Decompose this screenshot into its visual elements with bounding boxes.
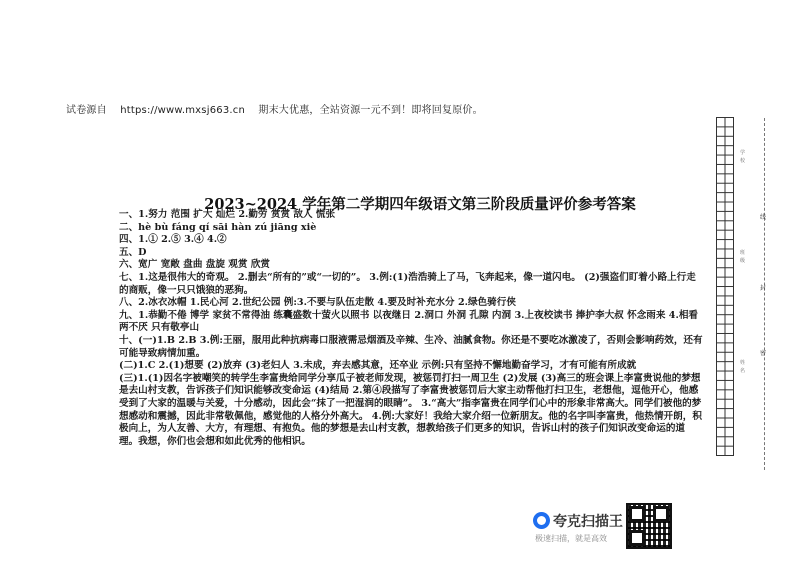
quark-scanner-logo-icon	[533, 512, 550, 529]
binding-mark: 封	[760, 285, 767, 292]
answer-line: (二)1.C 2.(1)想要 (2)放弃 (3)老妇人 3.未成，弃去感其意，还卒业 示例:只有坚持不懈地勤奋学习，才有可能有所成就	[119, 360, 637, 372]
binding-line	[764, 118, 765, 470]
answer-key-body	[119, 209, 704, 448]
document-title: 2023~2024 学年第二学期四年级语文第三阶段质量评价参考答案	[204, 196, 636, 213]
side-label: 班	[740, 250, 746, 256]
brand-slogan: 极速扫描，就是高效	[535, 534, 607, 543]
qr-finder-icon	[653, 506, 669, 522]
side-label: 级	[740, 258, 746, 264]
side-label: 学	[740, 150, 746, 156]
qr-code-icon[interactable]	[626, 503, 672, 549]
qr-finder-icon	[629, 530, 645, 546]
binding-mark: 线	[760, 214, 767, 221]
qr-finder-icon	[629, 506, 645, 522]
side-label: 姓	[740, 360, 746, 366]
source-label: 试卷源自	[66, 105, 107, 116]
answer-grid	[716, 117, 734, 456]
side-label: 校	[740, 158, 746, 164]
side-label: 名	[740, 368, 746, 374]
brand-name: 夸克扫描王	[553, 514, 623, 530]
promo-text: 期末大优惠，全站资源一元不到！即将回复原价。	[258, 105, 483, 116]
source-line	[66, 101, 493, 116]
answer-line: 五、D	[119, 246, 147, 258]
answer-line: 二、hè bù fáng qí sāi hàn zú jiāng xiè	[119, 221, 317, 233]
answer-line: 四、1.① 2.⑤ 3.④ 4.②	[119, 234, 227, 246]
binding-mark: 密	[760, 350, 767, 357]
answer-line: 一、1.努力 范围 扩大 灿烂 2.勤劳 赏赏 敌人 慌张	[119, 209, 336, 220]
answer-line: 十、(一)1.B 2.B 3.例:王丽，服用此种抗病毒口服液需忌烟酒及辛辣、生冷、油腻食物。你还是不要吃冰激凌了，否则会影响药效，还有可能导致病情加重。	[119, 334, 703, 359]
answer-line: (三)1.(1)因名字被嘲笑的转学生李富贵给同学分享瓜子被老师发现，被惩罚打扫一周卫生 (2)发展 (3)高三的班会课上李富贵说他的梦想是去山村支教，告诉孩子们知识能够改变命运 (4)结局 2.第④段描写了李富贵被惩罚后大家主动帮他打扫卫生，老想他，逗他开心，他感受到了大家的温暖与关爱，十分感动，因此会“抹了一把湿润的眼睛”。 3.“高大”指李富贵在同学们心中的形象非常高大。同学们被他的梦想感动和震撼，因此非常敬佩他，感觉他的人格分外高大。 4.例:大家好！我给大家介绍一位新朋友。他的名字叫李富贵，他热情开朗，积极向上，为人友善、大方，有理想、有抱负。他的梦想是去山村支教，想教给孩子们更多的知识，告诉山村的孩子们知识改变命运的道理。我想，你们也会想和如此优秀的他相识。	[119, 372, 702, 447]
answer-line: 九、1.恭勤不倦 博学 家贫不常得油 练囊盛数十萤火以照书 以夜继日 2.洞口 外洞 孔隙 内洞 3.上夜校读书 捧护李大叔 怀念雨来 4.相看两不厌 只有敬亭山	[119, 309, 699, 334]
answer-line: 八、2.冰衣冰帽 1.民心河 2.世纪公园 例:3.不要与队伍走散 4.要及时补充水分 2.绿色骑行侠	[119, 297, 516, 309]
scanner-watermark	[533, 508, 629, 548]
source-url-link[interactable]: https://www.mxsj663.cn	[120, 105, 245, 116]
answer-line: 六、宽广 宽敞 盘曲 盘旋 观赏 欣赏	[119, 259, 271, 271]
answer-line: 七、1.这是很伟大的奇观。 2.删去“所有的”或“一切的”。 3.例:(1)浩浩骑上了马，飞奔起来，像一道闪电。 (2)强盗们盯着小路上行走的商贩，像一只只饿狼的恶狗。	[119, 271, 696, 296]
